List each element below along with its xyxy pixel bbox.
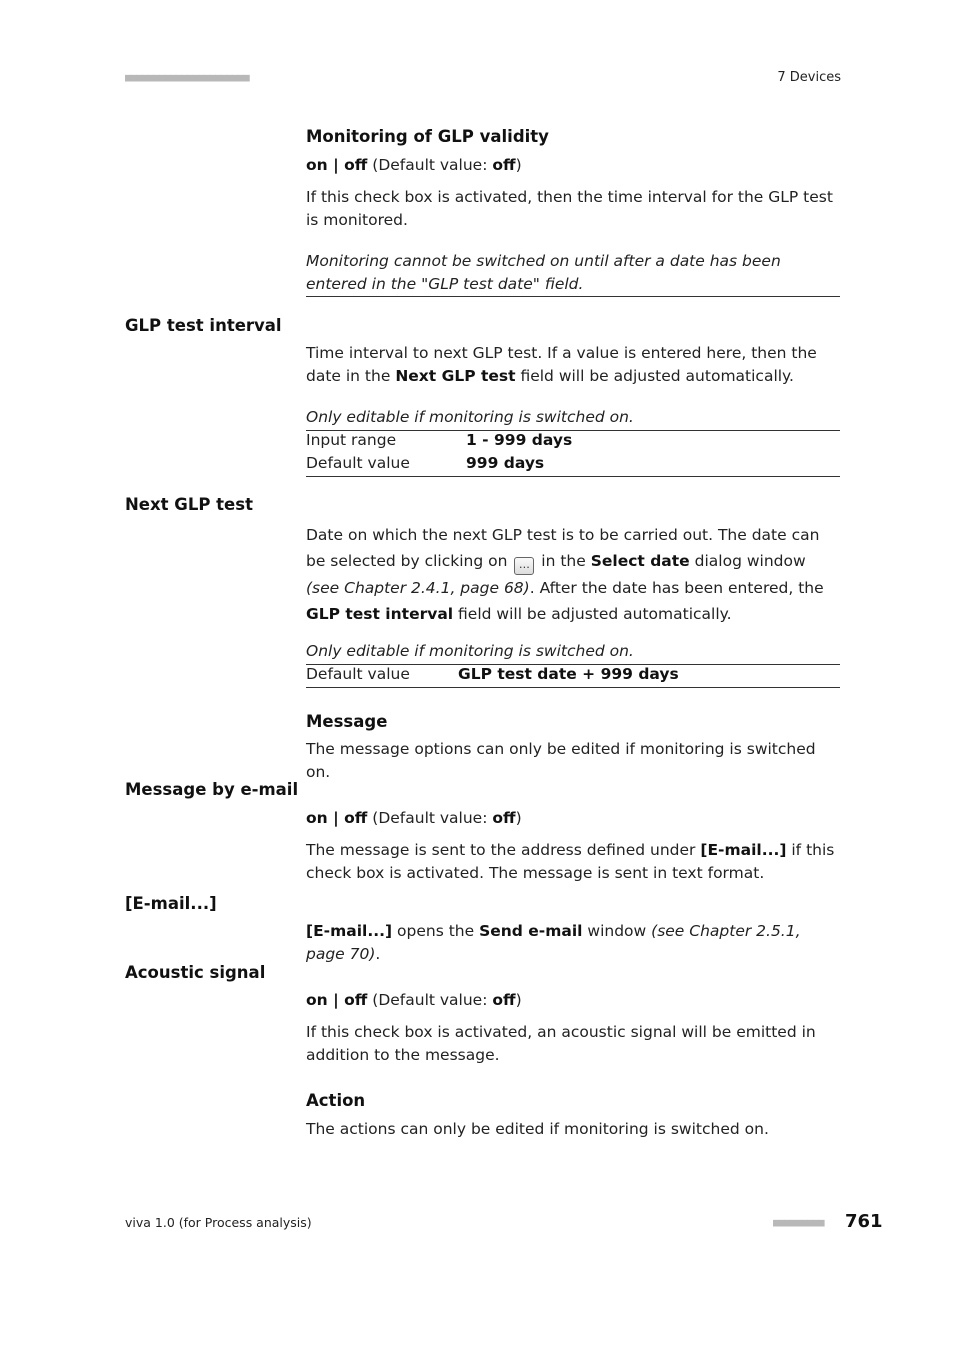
table-row [306,429,840,452]
acoustic-signal-label: Acoustic signal [125,963,266,982]
header-decoration: ■■■■■■■■■■■■■■■■■■■■■■ [125,71,249,84]
table-value: GLP test date + 999 days [458,665,679,683]
chapter-title: 7 Devices [777,70,841,85]
next-glp-test-label: Next GLP test [125,495,253,514]
email-button-label: [E-mail...] [125,894,217,913]
message-by-email-label: Message by e-mail [125,780,299,799]
email-button-description: [E-mail...] opens the Send e-mail window (see Chapter 2.5.1, page 70). [306,922,801,963]
table-key: Input range [306,431,397,449]
table-key: Default value [306,454,410,472]
email-default: on | off (Default value: off) [306,809,522,827]
ellipsis-button-icon: … [514,557,534,575]
message-heading: Message [306,712,388,731]
table-row [306,452,840,475]
divider [306,296,840,297]
page-number: 761 [845,1211,883,1232]
glp-test-interval-label: GLP test interval [125,316,282,335]
interval-note: Only editable if monitoring is switched on. [306,408,634,426]
monitoring-description: If this check box is activated, then the time interval for the GLP test is monitored. [306,188,833,229]
acoustic-default: on | off (Default value: off) [306,991,522,1009]
monitoring-heading: Monitoring of GLP validity [306,127,549,146]
table-bottom-rule [306,476,840,477]
interval-description: Time interval to next GLP test. If a value is entered here, then the date in the Next GLP test field will be adjusted automatically. [306,344,817,385]
email-description: The message is sent to the address defined under [E-mail...] if this check box is activated. The message is sent in text format. [306,841,835,882]
message-description: The message options can only be edited if monitoring is switched on. [306,740,816,781]
monitoring-default: on | off (Default value: off) [306,156,522,174]
next-note: Only editable if monitoring is switched on. [306,642,634,660]
table-row [306,663,840,686]
table-key: Default value [306,665,410,683]
next-description: Date on which the next GLP test is to be carried out. The date can be selected by clicking on … in the Select date dialog window (see Chapter 2.4.1, page 68). After the date has been entered, the GLP test interval field will be adjusted automatically. [306,526,824,623]
action-heading: Action [306,1091,366,1110]
monitoring-note: Monitoring cannot be switched on until after a date has been entered in the "GLP test date" field. [306,252,781,293]
table-value: 999 days [466,454,545,472]
acoustic-description: If this check box is activated, an acoustic signal will be emitted in addition to the message. [306,1023,816,1064]
footer-decoration: ■■■■■■■■■ [773,1216,824,1229]
table-value: 1 - 999 days [466,431,573,449]
table-bottom-rule [306,687,840,688]
action-description: The actions can only be edited if monitoring is switched on. [306,1120,769,1138]
footer-product: viva 1.0 (for Process analysis) [125,1215,312,1230]
